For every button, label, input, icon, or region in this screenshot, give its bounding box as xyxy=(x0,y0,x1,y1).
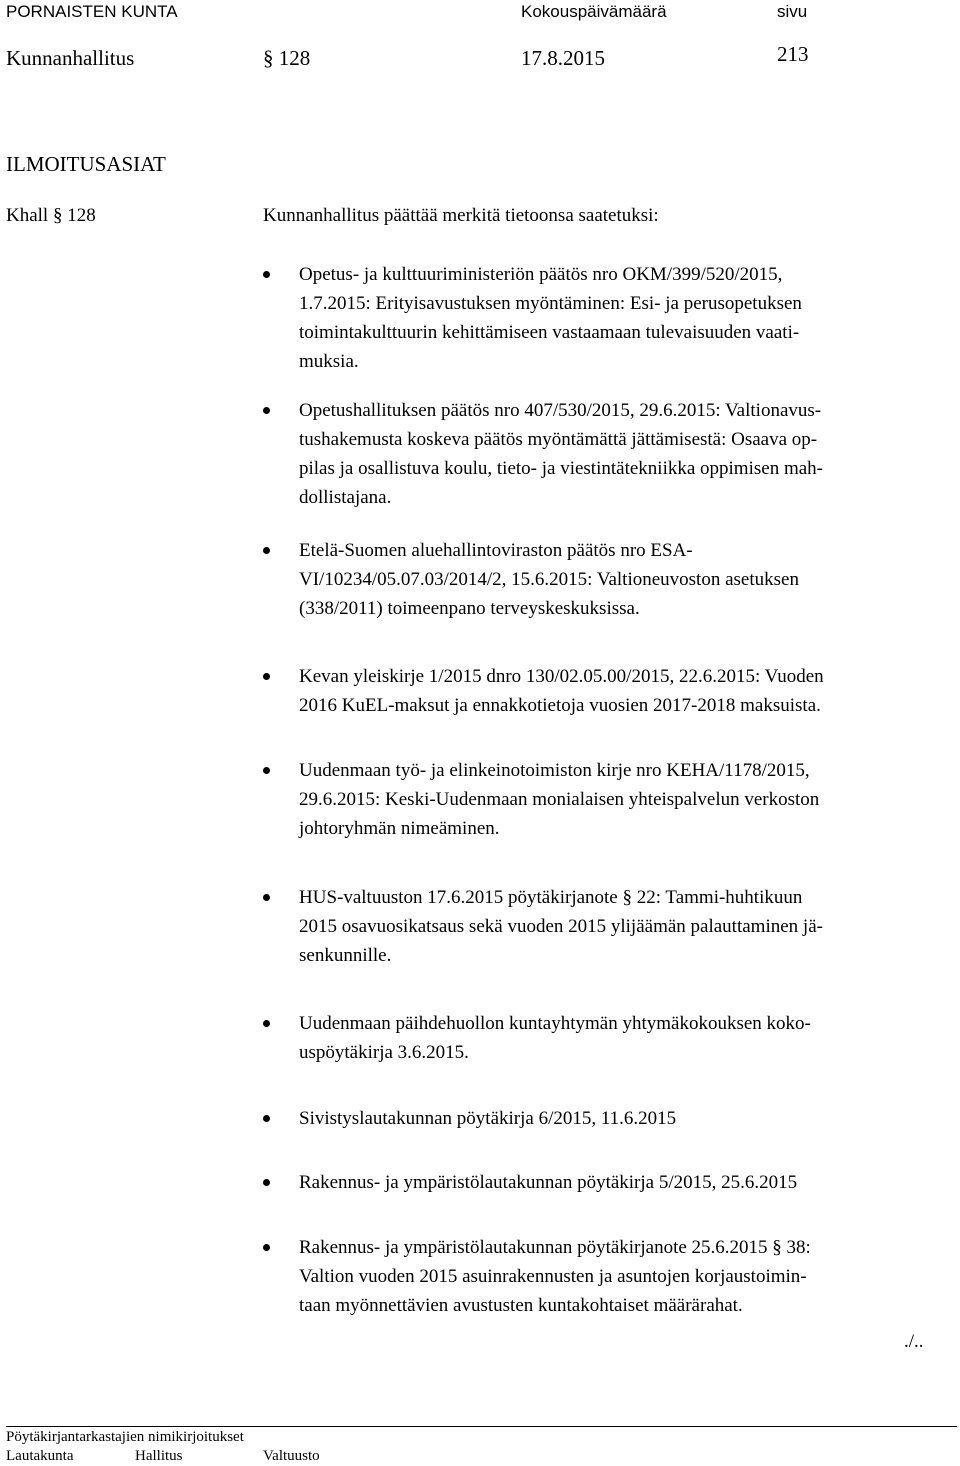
section-reference: Khall § 128 xyxy=(6,205,96,226)
footer-committee: Lautakunta xyxy=(6,1448,74,1464)
list-item: Opetus- ja kulttuuriministeriön päätös nro OKM/399/520/2015, 1.7.2015: Erityisavustuksen myöntäminen: Esi- ja perusopetuksen toimintakulttuurin kehittämiseen vastaamaan tulevaisuuden vaati- muksia. xyxy=(299,264,802,372)
bullet-icon xyxy=(263,1020,270,1027)
page-number: 213 xyxy=(777,42,809,66)
meeting-date: 17.8.2015 xyxy=(521,46,605,70)
list-item: Kevan yleiskirje 1/2015 dnro 130/02.05.00/2015, 22.6.2015: Vuoden 2016 KuEL-maksut ja ennakkotietoja vuosien 2017-2018 maksuista. xyxy=(299,666,824,716)
bullet-icon xyxy=(263,1179,270,1186)
signatures-label: Pöytäkirjantarkastajien nimikirjoitukset xyxy=(6,1429,244,1445)
list-item: Uudenmaan päihdehuollon kuntayhtymän yhtymäkokouksen koko- uspöytäkirja 3.6.2015. xyxy=(299,1013,811,1063)
footer-divider xyxy=(6,1426,957,1427)
list-item: HUS-valtuuston 17.6.2015 pöytäkirjanote § 22: Tammi-huhtikuun 2015 osavuosikatsaus sekä vuoden 2015 ylijäämän palauttaminen jä- senkunnille. xyxy=(299,887,823,966)
bullet-icon xyxy=(263,407,270,414)
list-item: Uudenmaan työ- ja elinkeinotoimiston kirje nro KEHA/1178/2015, 29.6.2015: Keski-Uudenmaan monialaisen yhteispalvelun verkoston johtoryhmän nimeäminen. xyxy=(299,760,820,839)
footer-council: Valtuusto xyxy=(263,1448,320,1464)
bullet-icon xyxy=(263,547,270,554)
list-item: Rakennus- ja ympäristölautakunnan pöytäkirja 5/2015, 25.6.2015 xyxy=(299,1172,798,1193)
section-number: § 128 xyxy=(263,46,311,70)
bullet-icon xyxy=(263,271,270,278)
list-item: Opetushallituksen päätös nro 407/530/2015, 29.6.2015: Valtionavus- tushakemusta koskeva päätös myöntämättä jättämisestä: Osaava op- pilas ja osallistuva koulu, tieto- ja viestintätekniikka oppimisen mah- dollistajana. xyxy=(299,400,823,508)
meeting-body: Kunnanhallitus xyxy=(6,46,135,70)
organization-name: PORNAISTEN KUNTA xyxy=(6,2,178,21)
bullet-icon xyxy=(263,767,270,774)
document-title: ILMOITUSASIAT xyxy=(6,152,166,176)
bullet-icon xyxy=(263,673,270,680)
list-item: Etelä-Suomen aluehallintoviraston päätös nro ESA- VI/10234/05.07.03/2014/2, 15.6.2015: Valtioneuvoston asetuksen (338/2011) toimeenpano terveyskeskuksissa. xyxy=(299,540,799,619)
bullet-icon xyxy=(263,1115,270,1122)
intro-text: Kunnanhallitus päättää merkitä tietoonsa saatetuksi: xyxy=(263,205,659,226)
bullet-icon xyxy=(263,894,270,901)
bullet-icon xyxy=(263,1244,270,1251)
meeting-date-label: Kokouspäivämäärä xyxy=(521,2,667,21)
continuation-marker: ./.. xyxy=(904,1331,924,1352)
footer-board: Hallitus xyxy=(135,1448,183,1464)
list-item: Sivistyslautakunnan pöytäkirja 6/2015, 11.6.2015 xyxy=(299,1108,677,1129)
list-item: Rakennus- ja ympäristölautakunnan pöytäkirjanote 25.6.2015 § 38: Valtion vuoden 2015 asuinrakennusten ja asuntojen korjaustoimin- taan myönnettävien avustusten kuntakohtaiset määrärahat. xyxy=(299,1237,811,1316)
page-label: sivu xyxy=(777,2,808,21)
